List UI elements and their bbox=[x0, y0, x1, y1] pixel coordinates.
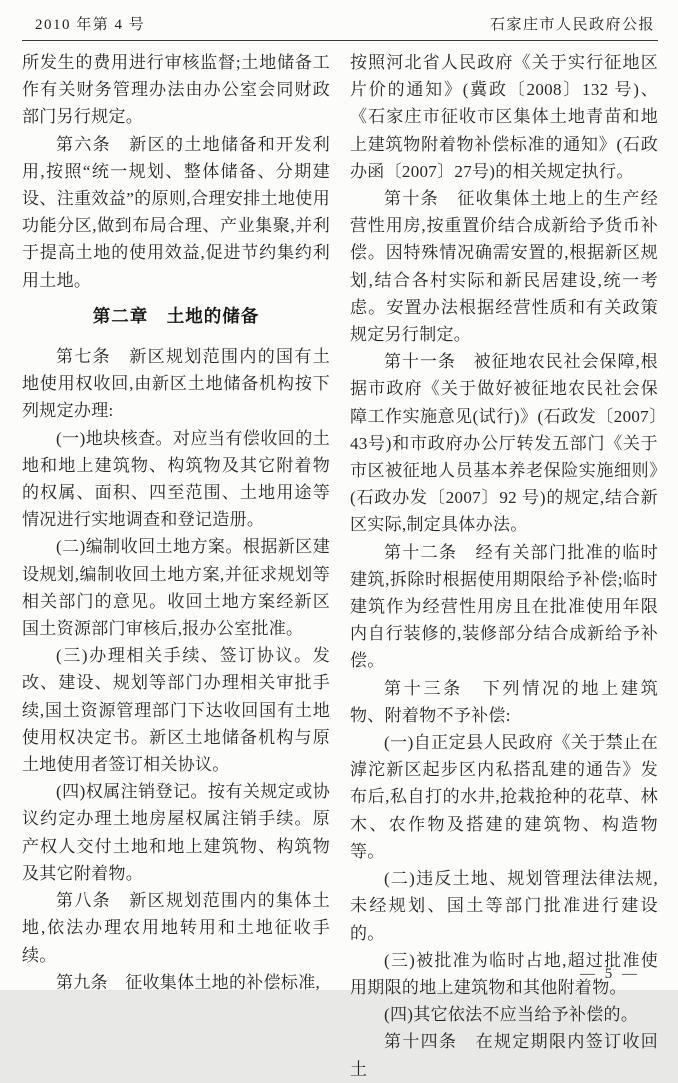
header-publication-title: 石家庄市人民政府公报 bbox=[489, 17, 655, 33]
paragraph: 所发生的费用进行审核监督;土地储备工作有关财务管理办法由办公室会同财政部门另行规定。 bbox=[22, 53, 330, 127]
page-number: — 5 — bbox=[580, 966, 640, 982]
chapter-heading: 第二章 土地的储备 bbox=[92, 305, 260, 326]
right-text-column bbox=[350, 49, 658, 1083]
paragraph: (一)地块核查。对应当有偿收回的土地和地上建筑物、构筑物及其它附着物的权属、面积、四至范围、土地用途等情况进行实地调查和登记造册。 bbox=[22, 428, 330, 530]
text-columns bbox=[22, 49, 658, 1083]
paragraph: (四)权属注销登记。按有关规定或协议约定办理土地房屋权属注销手续。原产权人交付土地和地上建筑物、构筑物及其它附着物。 bbox=[22, 782, 330, 883]
paragraph: (一)自正定县人民政府《关于禁止在滹沱新区起步区内私搭乱建的通告》发布后,私自打的水井,抢栽抢种的花草、林木、农作物及搭建的建筑物、构造物等。 bbox=[350, 733, 658, 861]
paragraph: 第九条 征收集体土地的补偿标准, bbox=[56, 972, 321, 992]
paragraph: 第十条 征收集体土地上的生产经营性用房,按重置价结合成新给予货币补偿。因特殊情况确需安置的,根据新区规划,结合各村实际和新民居建设,统一考虑。安置办法根据经营性质和有关政策规定另行制定。 bbox=[350, 189, 658, 345]
paragraph: (二)违反土地、规划管理法律法规,未经规划、国土等部门批准进行建设的。 bbox=[350, 869, 658, 943]
paragraph: (三)办理相关手续、签订协议。发改、建设、规划等部门办理相关审批手续,国土资源管理部门下达收回国有土地使用权决定书。新区土地储备机构与原土地使用者签订相关协议。 bbox=[22, 646, 330, 775]
paragraph: 第十二条 经有关部门批准的临时建筑,拆除时根据使用期限给予补偿;临时建筑作为经营性用房且在批准使用年限内自行装修的,装修部分结合成新给予补偿。 bbox=[350, 542, 658, 671]
header-issue-number: 2010 年第 4 号 bbox=[35, 17, 146, 33]
paragraph: (二)编制收回土地方案。根据新区建设规划,编制收回土地方案,并征求规划等相关部门的意见。收回土地方案经新区国土资源部门审核后,报办公室批准。 bbox=[22, 537, 330, 639]
page-header bbox=[22, 13, 658, 34]
paragraph: 第十一条 被征地农民社会保障,根据市政府《关于做好被征地农民社会保障工作实施意见(试行)》(石政发〔2007〕43号)和市政府办公厅转发五部门《关于市区被征地人员基本养老保险实施细则》(石政办发〔2007〕92 号)的规定,结合新区实际,制定具体办法。 bbox=[350, 352, 658, 535]
paragraph: (三)被批准为临时占地,超过批准使用期限的地上建筑物和其他附着物。 bbox=[350, 950, 658, 997]
paragraph: 第七条 新区规划范围内的国有土地使用权收回,由新区土地储备机构按下列规定办理: bbox=[22, 347, 330, 421]
left-text-column bbox=[22, 49, 330, 1083]
paragraph: 按照河北省人民政府《关于实行征地区片价的通知》(冀政〔2008〕132 号)、《石家庄市征收市区集体土地青苗和地上建筑物附着物补偿标准的通知》(石政办函〔2007〕27号)的相关规定执行。 bbox=[350, 53, 658, 181]
paragraph: 第六条 新区的土地储备和开发利用,按照“统一规划、整体储备、分期建设、注重效益”的原则,合理安排土地使用功能分区,做到布局合理、产业集聚,并利于提高土地的使用效益,促进节约集约利用土地。 bbox=[22, 134, 330, 290]
header-divider-rule bbox=[22, 40, 658, 41]
paragraph: 第十四条 在规定期限内签订收回土 bbox=[350, 1032, 658, 1079]
paragraph: (四)其它依法不应当给予补偿的。 bbox=[384, 1005, 639, 1025]
page-footer bbox=[580, 966, 640, 983]
paragraph: 第八条 新区规划范围内的集体土地,依法办理农用地转用和土地征收手续。 bbox=[22, 891, 330, 965]
paragraph: 第十三条 下列情况的地上建筑物、附着物不予补偿: bbox=[350, 678, 658, 725]
